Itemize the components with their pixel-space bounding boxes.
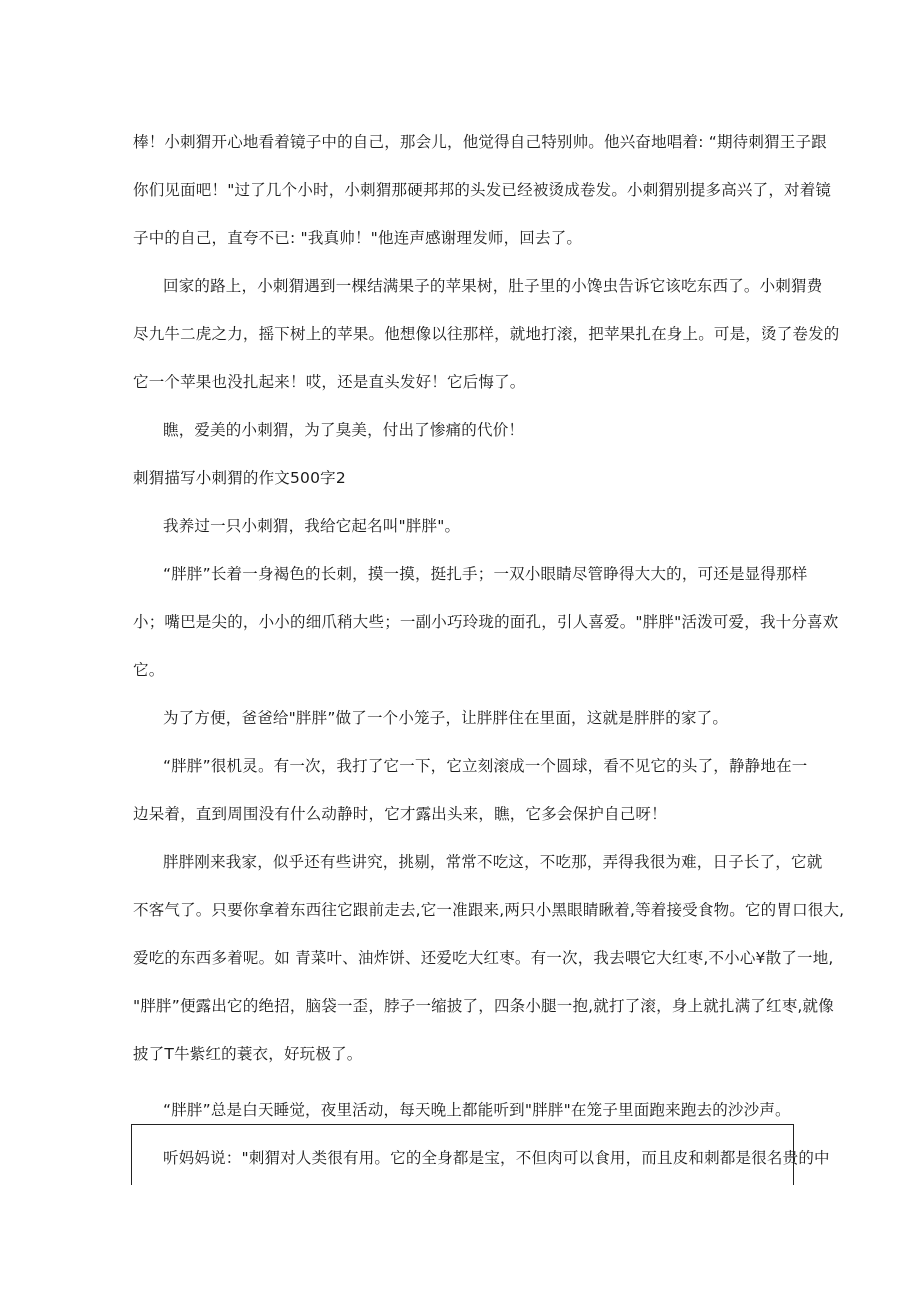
text-line: 子中的自己，直夸不已: "我真帅！"他连声感谢理发师，回去了。: [133, 229, 583, 247]
text-line: 爱吃的东西多着呢。如 青菜叶、油炸饼、还爱吃大红枣。有一次，我去喂它大红枣,不小心¥散了一地,: [133, 949, 834, 967]
text-line: 小；嘴巴是尖的，小小的细爪稍大些；一副小巧玲珑的面孔，引人喜爱。"胖胖"活泼可爱，我十分喜欢: [133, 613, 839, 631]
text-line: 边呆着，直到周围没有什么动静时，它才露出头来，瞧，它多会保护自己呀！: [133, 805, 667, 823]
text-line: “胖胖”总是白天睡觉，夜里活动，每天晚上都能听到"胖胖"在笼子里面跑来跑去的沙沙声。: [163, 1101, 791, 1119]
text-line: 尽九牛二虎之力，摇下树上的苹果。他想像以往那样，就地打滚，把苹果扎在身上。可是，烫了卷发的: [133, 325, 840, 343]
text-line: 瞧，爱美的小刺猬，为了臭美，付出了惨痛的代价！: [163, 421, 525, 439]
section-heading: 刺猬描写小刺猬的作文500字2: [133, 469, 346, 487]
text-line: 我养过一只小刺猬，我给它起名叫"胖胖"。: [163, 517, 461, 535]
text-line: 它一个苹果也没扎起来！哎，还是直头发好！它后悔了。: [133, 373, 526, 391]
text-line: 棒！小刺猬开心地看着镜子中的自己，那会儿，他觉得自己特别帅。他兴奋地唱着: “期待刺猬王子跟: [133, 133, 827, 151]
text-line: 你们见面吧！"过了几个小时，小刺猬那硬邦邦的头发已经被烫成卷发。小刺猬别提多高兴了，对着镜: [133, 181, 832, 199]
text-line: “胖胖”很机灵。有一次，我打了它一下，它立刻滚成一个圆球，看不见它的头了，静静地在一: [163, 757, 808, 775]
text-line: 不客气了。只要你拿着东西往它跟前走去,它一准跟来,两只小黑眼睛瞅着,等着接受食物。它的胃口很大,: [133, 901, 845, 919]
text-line: 听妈妈说："刺猬对人类很有用。它的全身都是宝，不但肉可以食用，而且皮和刺都是很名贵的中: [163, 1149, 830, 1167]
text-line: “胖胖”长着一身褐色的长刺，摸一摸，挺扎手；一双小眼睛尽管睁得大大的，可还是显得那样: [163, 565, 808, 583]
text-line: 为了方便，爸爸给"胖胖”做了一个小笼子，让胖胖住在里面，这就是胖胖的家了。: [163, 709, 729, 727]
text-line: "胖胖”便露出它的绝招，脑袋一歪，脖子一缩披了，四条小腿一抱,就打了滚，身上就扎满了红枣,就像: [133, 997, 834, 1015]
text-line: 它。: [133, 661, 165, 679]
text-line: 胖胖刚来我家，似乎还有些讲究，挑剔，常常不吃这，不吃那，弄得我很为难，日子长了，它就: [163, 853, 823, 871]
text-line: 回家的路上，小刺猬遇到一棵结满果子的苹果树，肚子里的小馋虫告诉它该吃东西了。小刺猬费: [163, 277, 823, 295]
text-line: 披了T牛紫红的蓑衣，好玩极了。: [133, 1045, 363, 1063]
